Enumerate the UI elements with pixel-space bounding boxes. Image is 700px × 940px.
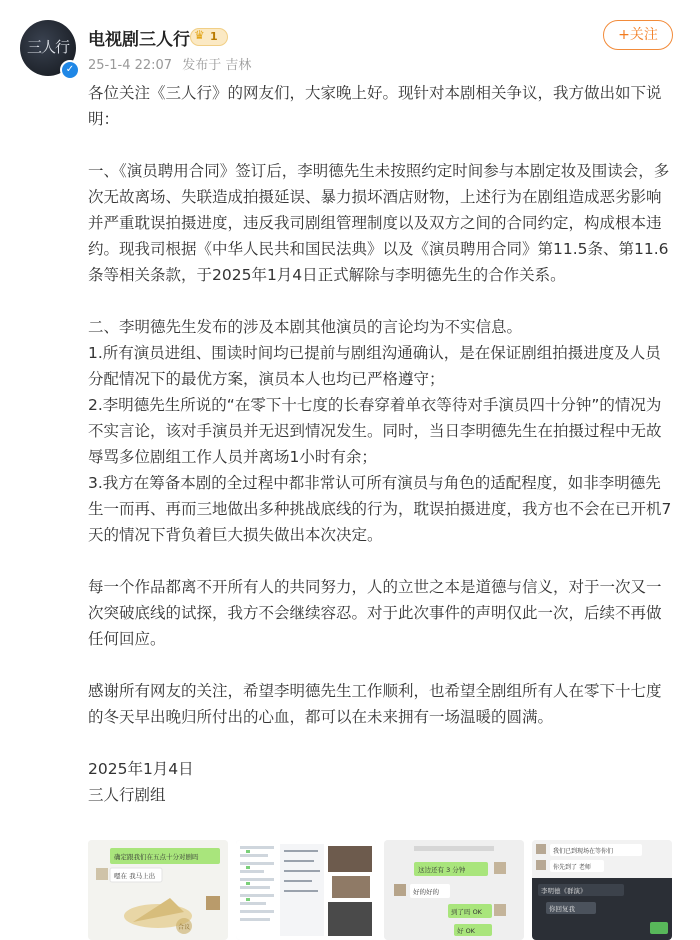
- statement-section-one: 一、《演员聘用合同》签订后，李明德先生未按照约定时间参与本剧定妆及围读会，多次无故离场、失联造成拍摄延误、暴力损坏酒店财物，上述行为在剧组造成恶劣影响并严重耽误拍摄进度，违反我司剧组管理制度以及双方之间的合同约定，构成根本违约。现我司根据《中华人民共和国民法典》以及《演员聘用合同》第11.5条、第11.6条等相关条款，于2025年1月4日正式解除与李明德先生的合作关系。: [88, 162, 670, 284]
- level-badge[interactable]: [190, 28, 228, 46]
- thumb3-line1: 这边还有 3 分钟: [418, 866, 466, 874]
- thumb1-line1: 确定跟我们在五点十分对剧吗: [114, 853, 199, 861]
- verified-badge-icon: ✓: [60, 60, 80, 80]
- post-header: [0, 0, 700, 90]
- image-thumbnail-4[interactable]: [532, 840, 672, 940]
- image-gallery: [88, 840, 673, 940]
- statement-section-two: 二、李明德先生发布的涉及本剧其他演员的言论均为不实信息。: [88, 318, 523, 336]
- thumb4-line3: 李明德《群演》: [541, 887, 587, 895]
- thumb4-line1: 我们已到现场在等你们: [553, 848, 614, 855]
- divider: [88, 132, 673, 158]
- statement-point-2: 2.李明德先生所说的“在零下十七度的长春穿着单衣等待对手演员四十分钟”的情况为不实言论，该对手演员并无迟到情况发生。同时，当日李明德先生在拍摄过程中无故辱骂多位剧组工作人员并离场1小时有余；: [88, 396, 662, 466]
- avatar-text: 三人行: [26, 38, 69, 56]
- thumb1-line2: 嗯在 我马上出: [114, 872, 156, 880]
- post-meta: [88, 54, 257, 73]
- thumb3-line2: 好的好的: [413, 888, 439, 896]
- post-date[interactable]: 25-1-4 22:07: [88, 58, 173, 73]
- crown-icon: ♛: [194, 28, 205, 42]
- account-name[interactable]: 电视剧三人行: [88, 30, 190, 50]
- signature-org: 三人行剧组: [88, 786, 166, 804]
- greeting-paragraph: 各位关注《三人行》的网友们，大家晚上好。现针对本剧相关争议，我方做出如下说明：: [88, 84, 662, 128]
- thumb3-line3: 到了吗 OK: [451, 908, 482, 916]
- statement-point-3: 3.我方在筹备本剧的全过程中都非常认可所有演员与角色的适配程度，如非李明德先生一而再、再而三地做出多种挑战底线的行为，耽误拍摄进度，我方也不会在已开机7天的情况下背负着巨大损失做出本次决定。: [88, 474, 672, 544]
- image-thumbnail-1[interactable]: [88, 840, 228, 940]
- thumb1-seal: 合议: [178, 924, 191, 931]
- post-body: [88, 80, 673, 808]
- level-number: 1: [210, 30, 218, 43]
- post-location: 发布于 吉林: [182, 58, 252, 73]
- divider: [88, 652, 673, 678]
- signature-date: 2025年1月4日: [88, 760, 194, 778]
- divider: [88, 288, 673, 314]
- divider: [88, 548, 673, 574]
- thumb4-line4: 你回复我: [549, 905, 575, 913]
- image-thumbnail-3[interactable]: [384, 840, 524, 940]
- thumb3-line4: 好 OK: [457, 927, 475, 935]
- divider: [88, 730, 673, 756]
- closing-paragraph: 每一个作品都离不开所有人的共同努力，人的立世之本是道德与信义，对于一次又一次突破底线的试探，我方不会继续容忍。对于此次事件的声明仅此一次，后续不再做任何回应。: [88, 578, 662, 648]
- follow-button[interactable]: +关注: [603, 20, 673, 50]
- thanks-paragraph: 感谢所有网友的关注，希望李明德先生工作顺利，也希望全剧组所有人在零下十七度的冬天早出晚归所付出的心血，都可以在未来拥有一场温暖的圆满。: [88, 682, 662, 726]
- image-thumbnail-2[interactable]: [236, 840, 376, 940]
- thumb4-line2: 你先到了 老师: [553, 864, 591, 871]
- statement-point-1: 1.所有演员进组、围读时间均已提前与剧组沟通确认，是在保证剧组拍摄进度及人员分配情况下的最优方案，演员本人也均已严格遵守；: [88, 344, 661, 388]
